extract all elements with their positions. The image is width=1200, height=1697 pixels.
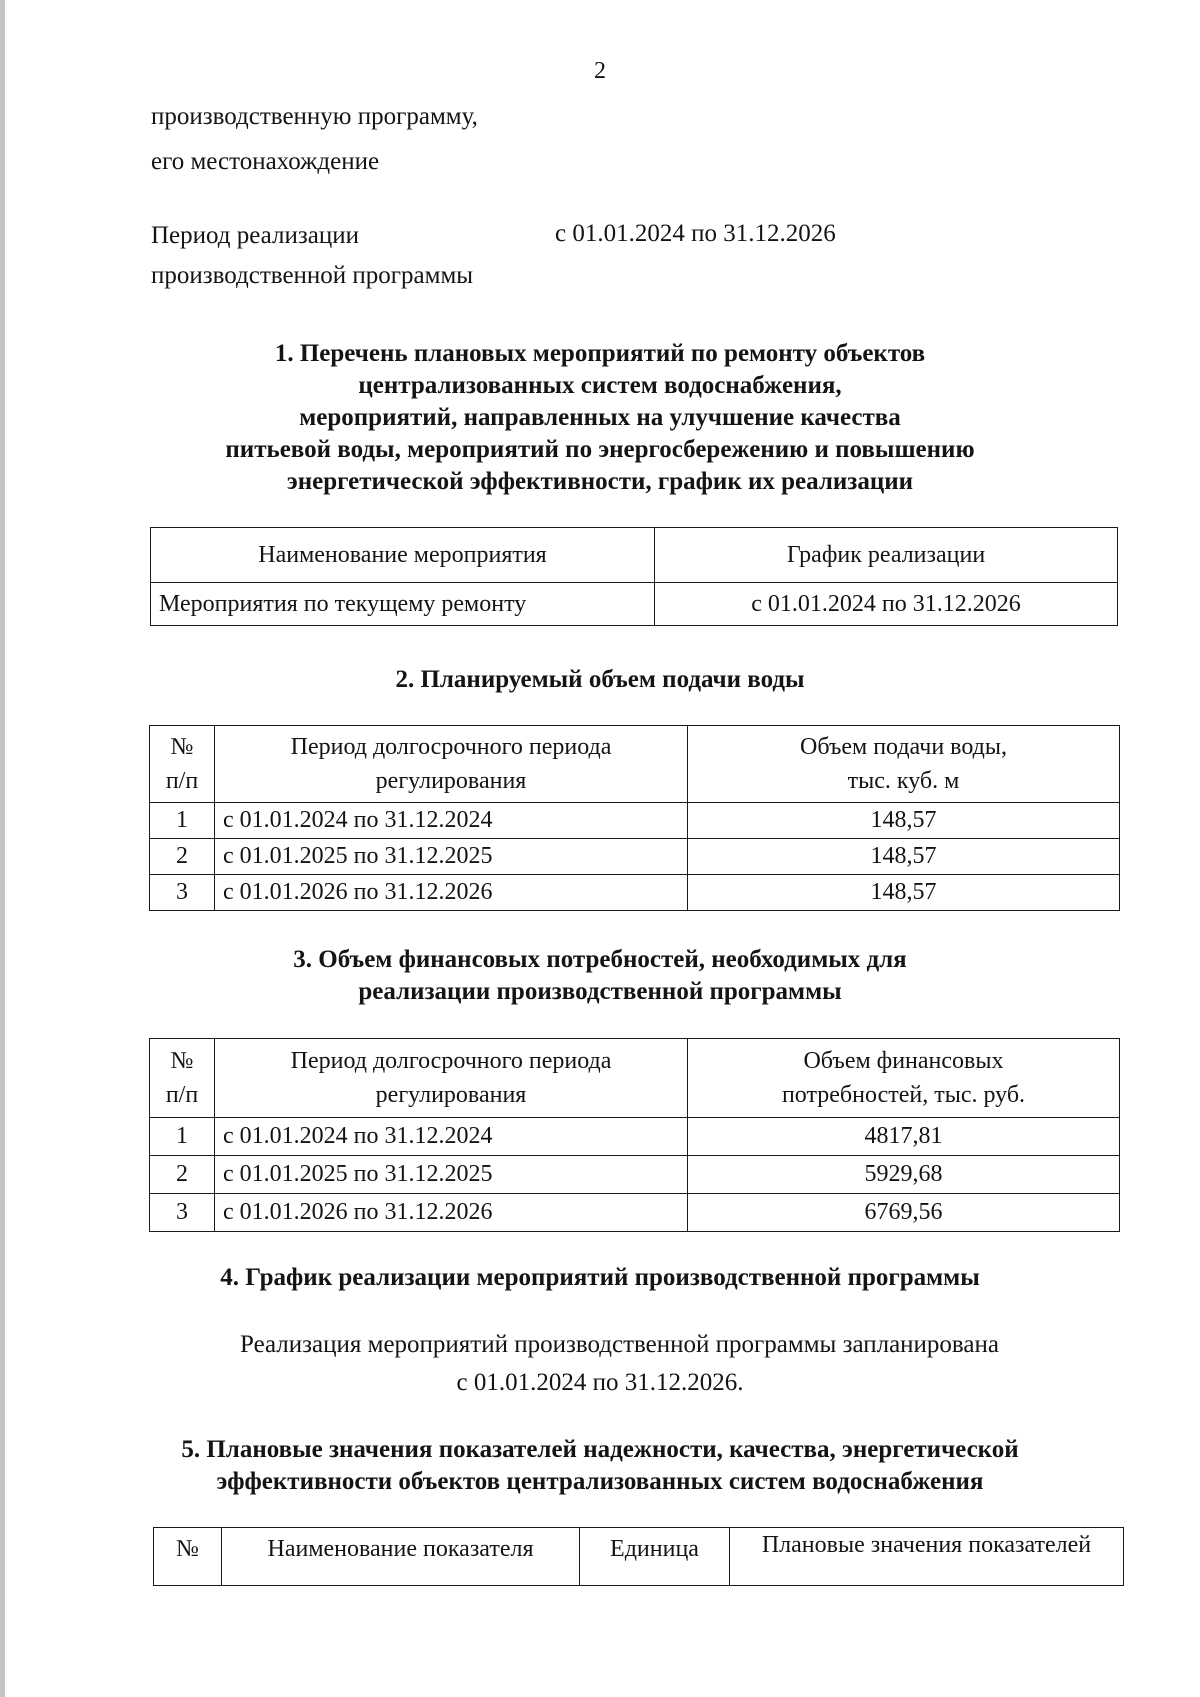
measure-name-cell: Мероприятия по текущему ремонту	[151, 583, 655, 626]
row-number-cell: 2	[150, 839, 215, 875]
period-label-line2: производственной программы	[151, 262, 474, 289]
volume-cell: 148,57	[688, 839, 1120, 875]
section5-title-line: эффективности объектов централизованных систем водоснабжения	[216, 1468, 984, 1495]
section3-title-line: 3. Объем финансовых потребностей, необходимых для	[293, 946, 907, 973]
value-header-cell	[688, 726, 1120, 803]
period-value: с 01.01.2024 по 31.12.2026	[555, 220, 836, 247]
value-header-cell	[688, 1039, 1120, 1118]
num-header-line1: №	[170, 1048, 194, 1074]
header-cell: Наименование мероприятия	[151, 528, 655, 583]
measure-schedule-cell: с 01.01.2024 по 31.12.2026	[655, 583, 1118, 626]
row-number-cell: 2	[150, 1156, 215, 1194]
scan-edge	[0, 0, 5, 1697]
section5-title	[100, 1434, 1100, 1498]
period-cell: с 01.01.2024 по 31.12.2024	[215, 1118, 688, 1156]
period-header-line1: Период долгосрочного периода	[290, 734, 612, 760]
period-cell: с 01.01.2024 по 31.12.2024	[215, 803, 688, 839]
period-cell: с 01.01.2026 по 31.12.2026	[215, 1194, 688, 1232]
num-header-line2: п/п	[165, 1082, 199, 1108]
value-header-line2: потребностей, тыс. руб.	[781, 1082, 1026, 1108]
table-row	[151, 583, 1118, 626]
row-number-cell: 1	[150, 803, 215, 839]
section2-title: 2. Планируемый объем подачи воды	[395, 666, 805, 693]
section4-body-line2: с 01.01.2024 по 31.12.2026.	[456, 1369, 744, 1396]
table-row	[150, 803, 1120, 839]
section3-title-line: реализации производственной программы	[358, 978, 842, 1005]
header-cell: График реализации	[655, 528, 1118, 583]
value-header-line1: Объем финансовых	[803, 1048, 1004, 1074]
value-header-line2: тыс. куб. м	[847, 768, 960, 794]
section3-title	[100, 944, 1100, 1008]
period-label-line1: Период реализации	[151, 222, 359, 249]
volume-cell: 148,57	[688, 875, 1120, 911]
period-header-line2: регулирования	[375, 768, 527, 794]
section5-title-line: 5. Плановые значения показателей надежности, качества, энергетической	[181, 1436, 1019, 1463]
section1-title-line: энергетической эффективности, график их реализации	[286, 468, 914, 495]
row-number-cell: 3	[150, 1194, 215, 1232]
period-header-line2: регулирования	[375, 1082, 527, 1108]
indicator-name-header-cell: Наименование показателя	[222, 1528, 580, 1586]
period-cell: с 01.01.2025 по 31.12.2025	[215, 839, 688, 875]
amount-cell: 4817,81	[688, 1118, 1120, 1156]
unit-header-cell: Единица	[580, 1528, 730, 1586]
table-row	[150, 1194, 1120, 1232]
section1-title-line: 1. Перечень плановых мероприятий по ремонту объектов	[274, 340, 926, 367]
org-label-line1: производственную программу,	[151, 103, 478, 130]
table-header-row	[151, 528, 1118, 583]
planned-values-header-cell: Плановые значения показателей	[730, 1528, 1124, 1586]
indicators-table	[153, 1527, 1124, 1586]
amount-cell: 5929,68	[688, 1156, 1120, 1194]
financial-needs-table	[149, 1038, 1120, 1232]
page-number: 2	[594, 58, 606, 84]
period-header-cell	[215, 726, 688, 803]
table-row	[150, 839, 1120, 875]
section1-title	[100, 338, 1100, 498]
period-cell: с 01.01.2026 по 31.12.2026	[215, 875, 688, 911]
amount-cell: 6769,56	[688, 1194, 1120, 1232]
section1-title-line: мероприятий, направленных на улучшение качества	[299, 404, 901, 431]
table-row	[150, 1156, 1120, 1194]
row-number-cell: 3	[150, 875, 215, 911]
volume-cell: 148,57	[688, 803, 1120, 839]
section4-body-line1: Реализация мероприятий производственной программы запланирована	[240, 1331, 999, 1358]
num-header-line1: №	[170, 734, 194, 760]
table-header-row	[150, 1039, 1120, 1118]
num-header-line2: п/п	[165, 768, 199, 794]
period-header-line1: Период долгосрочного периода	[290, 1048, 612, 1074]
value-header-line1: Объем подачи воды,	[800, 734, 1007, 760]
table-row	[150, 875, 1120, 911]
row-number-cell: 1	[150, 1118, 215, 1156]
num-header-cell	[150, 726, 215, 803]
section1-title-line: питьевой воды, мероприятий по энергосбережению и повышению	[225, 436, 975, 463]
section4-title: 4. График реализации мероприятий производственной программы	[220, 1264, 980, 1291]
table-row	[150, 1118, 1120, 1156]
num-header-cell: №	[154, 1528, 222, 1586]
num-header-cell	[150, 1039, 215, 1118]
water-supply-table	[149, 725, 1120, 911]
table-header-row	[154, 1528, 1124, 1586]
period-header-cell	[215, 1039, 688, 1118]
table-header-row	[150, 726, 1120, 803]
org-label-line2: его местонахождение	[151, 148, 380, 175]
measures-table	[150, 527, 1118, 626]
period-cell: с 01.01.2025 по 31.12.2025	[215, 1156, 688, 1194]
section1-title-line: централизованных систем водоснабжения,	[358, 372, 842, 399]
